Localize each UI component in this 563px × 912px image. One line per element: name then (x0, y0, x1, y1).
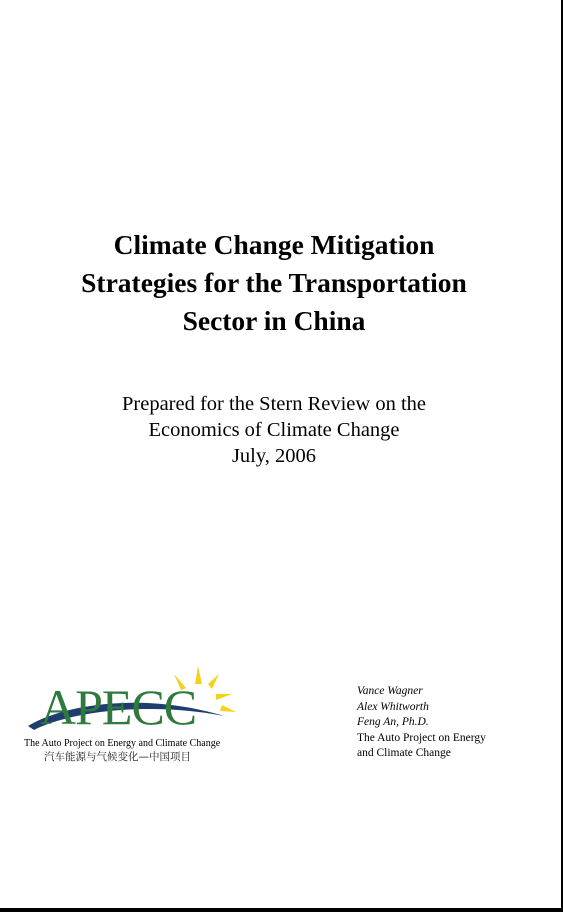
apecc-logo-graphic (24, 664, 240, 744)
subtitle-line-1: Prepared for the Stern Review on the (122, 393, 426, 415)
subtitle-line-2: Economics of Climate Change (148, 419, 400, 441)
document-title (0, 226, 548, 340)
logo-wordmark: APECC (40, 679, 197, 735)
author-name: Alex Whitworth (357, 700, 429, 713)
author-organization-line-1: The Auto Project on Energy (357, 731, 486, 744)
apecc-logo (24, 664, 240, 772)
author-block (357, 684, 486, 762)
title-line-1: Climate Change Mitigation (113, 229, 435, 260)
document-subtitle (0, 391, 548, 469)
page-bottom-border (0, 908, 563, 912)
subtitle-line-3: July, 2006 (231, 445, 317, 467)
title-line-3: Sector in China (182, 305, 366, 336)
logo-caption-chinese: 汽车能源与气候变化—中国项目 (44, 751, 191, 763)
author-name: Vance Wagner (357, 685, 423, 697)
author-name: Feng An, Ph.D. (357, 716, 429, 728)
title-line-2: Strategies for the Transportation (81, 267, 467, 298)
logo-caption-english: The Auto Project on Energy and Climate Change (24, 738, 221, 749)
author-organization-line-2: and Climate Change (357, 747, 451, 759)
